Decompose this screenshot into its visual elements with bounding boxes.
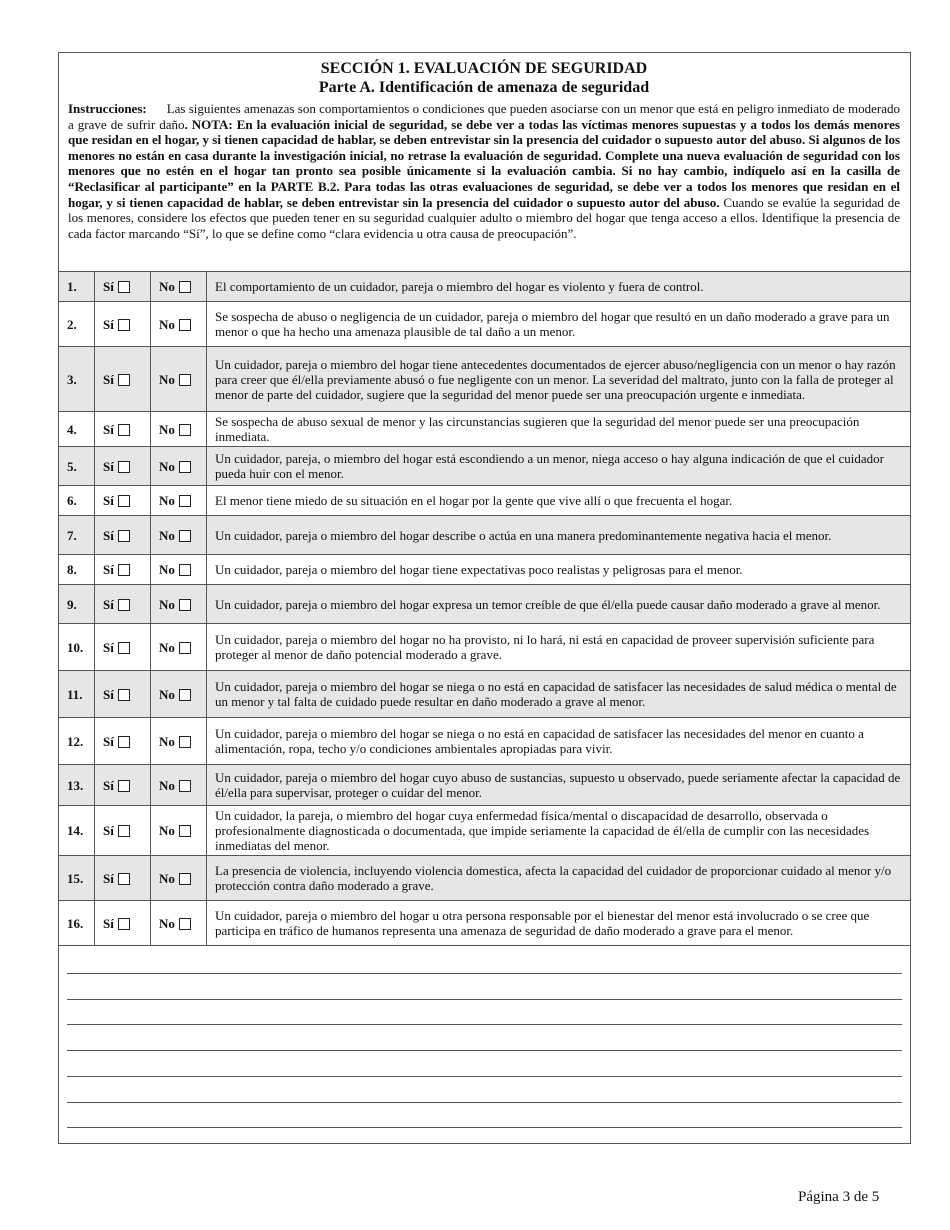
yes-label: Sí [103, 596, 114, 612]
yes-label: Sí [103, 686, 114, 702]
no-checkbox[interactable] [179, 825, 191, 837]
item-description: La presencia de violencia, incluyendo violencia domestica, afecta la capacidad del cuidador de proporcionar cuidado al menor y/o protección contra daño moderado a grave. [207, 856, 911, 901]
no-option [151, 624, 207, 671]
yes-checkbox[interactable] [118, 495, 130, 507]
threat-row [59, 806, 911, 856]
no-checkbox[interactable] [179, 918, 191, 930]
note-line[interactable] [67, 1127, 902, 1128]
yes-option [95, 412, 151, 447]
yes-option [95, 718, 151, 765]
no-label: No [159, 686, 175, 702]
no-option [151, 486, 207, 516]
threat-row [59, 516, 911, 555]
no-option [151, 516, 207, 555]
yes-option [95, 272, 151, 302]
no-checkbox[interactable] [179, 780, 191, 792]
note-line[interactable] [67, 999, 902, 1000]
threat-row [59, 412, 911, 447]
no-label: No [159, 421, 175, 437]
item-description: El comportamiento de un cuidador, pareja o miembro del hogar es violento y fuera de control. [207, 272, 911, 302]
no-label: No [159, 279, 175, 294]
no-label: No [159, 458, 175, 474]
yes-checkbox[interactable] [118, 642, 130, 654]
item-description: Se sospecha de abuso sexual de menor y las circunstancias sugieren que la seguridad del menor puede ser una preocupación inmediata. [207, 412, 911, 447]
no-label: No [159, 493, 175, 508]
yes-label: Sí [103, 870, 114, 886]
item-description: Se sospecha de abuso o negligencia de un cuidador, pareja o miembro del hogar que resultó en un daño moderado a grave para un menor o que ha hecho una amenaza plausible de tal daño a un menor. [207, 302, 911, 347]
no-option [151, 718, 207, 765]
item-number: 14. [59, 806, 95, 856]
item-number: 7. [59, 516, 95, 555]
note-line[interactable] [67, 973, 902, 974]
no-option [151, 671, 207, 718]
no-label: No [159, 371, 175, 387]
yes-label: Sí [103, 316, 114, 332]
notes-area[interactable] [59, 946, 910, 1146]
yes-checkbox[interactable] [118, 424, 130, 436]
no-option [151, 856, 207, 901]
yes-option [95, 302, 151, 347]
threat-row [59, 302, 911, 347]
item-number: 1. [59, 272, 95, 302]
no-option [151, 447, 207, 486]
threat-row [59, 765, 911, 806]
yes-label: Sí [103, 421, 114, 437]
yes-checkbox[interactable] [118, 599, 130, 611]
no-label: No [159, 562, 175, 577]
no-checkbox[interactable] [179, 642, 191, 654]
item-description: Un cuidador, pareja o miembro del hogar se niega o no está en capacidad de satisfacer las necesidades de salud médica o mental de un menor y tal falta de cuidado puede resultar en daño moderado a grave al menor. [207, 671, 911, 718]
threat-row [59, 901, 911, 946]
yes-label: Sí [103, 493, 114, 508]
yes-label: Sí [103, 915, 114, 931]
section-title: SECCIÓN 1. EVALUACIÓN DE SEGURIDAD [320, 60, 648, 77]
item-description: Un cuidador, pareja o miembro del hogar u otra persona responsable por el bienestar del menor está involucrado o se cree que participa en tráfico de humanos representa una amenaza de seguridad de daño moderado a grave para el menor. [207, 901, 911, 946]
threat-table [58, 271, 911, 946]
yes-option [95, 901, 151, 946]
yes-option [95, 555, 151, 585]
form-frame [58, 52, 911, 1144]
no-option [151, 412, 207, 447]
no-option [151, 765, 207, 806]
yes-checkbox[interactable] [118, 374, 130, 386]
no-checkbox[interactable] [179, 495, 191, 507]
item-description: Un cuidador, pareja o miembro del hogar no ha provisto, ni lo hará, ni está en capacidad de proveer supervisión suficiente para proteger al menor de daño potencial moderado a grave. [207, 624, 911, 671]
note-line[interactable] [67, 1024, 902, 1025]
no-checkbox[interactable] [179, 736, 191, 748]
note-line[interactable] [67, 1076, 902, 1077]
yes-label: Sí [103, 562, 114, 577]
item-number: 16. [59, 901, 95, 946]
item-description: Un cuidador, pareja o miembro del hogar cuyo abuso de sustancias, supuesto u observado, puede seriamente afectar la capacidad de él/ella para supervisar, proteger o cuidar del menor. [207, 765, 911, 806]
item-number: 11. [59, 671, 95, 718]
part-title: Parte A. Identificación de amenaza de seguridad [318, 79, 650, 96]
no-checkbox[interactable] [179, 873, 191, 885]
yes-option [95, 347, 151, 412]
yes-label: Sí [103, 823, 114, 838]
threat-row [59, 447, 911, 486]
yes-label: Sí [103, 371, 114, 387]
item-description: Un cuidador, la pareja, o miembro del hogar cuya enfermedad física/mental o discapacidad de desarrollo, observada o profesionalmente diagnosticada o documentada, que impide seriamente la capacidad de él/ella de cumplir con las necesidades inmediatas del menor. [207, 806, 911, 856]
no-checkbox[interactable] [179, 689, 191, 701]
yes-option [95, 585, 151, 624]
yes-option [95, 671, 151, 718]
item-number: 9. [59, 585, 95, 624]
yes-checkbox[interactable] [118, 689, 130, 701]
yes-checkbox[interactable] [118, 780, 130, 792]
threat-row [59, 856, 911, 901]
no-checkbox[interactable] [179, 424, 191, 436]
item-number: 2. [59, 302, 95, 347]
item-description: Un cuidador, pareja, o miembro del hogar está escondiendo a un menor, niega acceso o hay alguna indicación de que el cuidador pueda huir con el menor. [207, 447, 911, 486]
no-label: No [159, 316, 175, 332]
no-label: No [159, 733, 175, 749]
yes-option [95, 486, 151, 516]
yes-label: Sí [103, 777, 114, 793]
instructions-note: . NOTA: En la evaluación inicial de seguridad, se debe ver a todas las víctimas menores supuestas y a todos los demás menores que residan en el hogar, y si tienen capacidad de hablar, se deben entrevistar sin la presencia del cuidador o supuesto autor del abuso. Si algunos de los menores no están en casa durante la investigación inicial, no retrase la evaluación de seguridad. Complete una nueva evaluación de seguridad con los menores que no estén en el hogar tan pronto sea posible únicamente si la evaluación cambia. Si no hay cambio, indíquelo así en la casilla de “Reclasificar al participante” en la PARTE B.2. Para todas las otras evaluaciones de seguridad, se debe ver a todos los menores que residan en el hogar, y si tienen capacidad de hablar, se deben entrevistar sin la presencia del cuidador o supuesto autor del abuso. [68, 116, 900, 210]
yes-checkbox[interactable] [118, 918, 130, 930]
yes-option [95, 806, 151, 856]
threat-row [59, 555, 911, 585]
instructions-label: Instrucciones: [68, 101, 147, 116]
no-checkbox[interactable] [179, 564, 191, 576]
no-label: No [159, 823, 175, 838]
no-option [151, 272, 207, 302]
instructions-text-2: Cuando se evalúe la seguridad de los menores, considere los efectos que pueden tener en su seguridad cualquier adulto o miembro del hogar que tenga acceso a ellos. Identifique la presencia de cada factor marcando “Sí”, lo que se define como “clara evidencia u otra causa de preocupación”. [68, 194, 900, 241]
yes-checkbox[interactable] [118, 736, 130, 748]
threat-row [59, 624, 911, 671]
no-checkbox[interactable] [179, 374, 191, 386]
yes-checkbox[interactable] [118, 530, 130, 542]
item-number: 12. [59, 718, 95, 765]
yes-checkbox[interactable] [118, 319, 130, 331]
item-number: 3. [59, 347, 95, 412]
item-number: 6. [59, 486, 95, 516]
yes-checkbox[interactable] [118, 281, 130, 293]
no-checkbox[interactable] [179, 599, 191, 611]
no-option [151, 901, 207, 946]
threat-row [59, 272, 911, 302]
page-number: Página 3 de 5 [798, 1189, 880, 1205]
yes-label: Sí [103, 639, 114, 655]
yes-label: Sí [103, 458, 114, 474]
yes-option [95, 516, 151, 555]
item-number: 8. [59, 555, 95, 585]
item-description: Un cuidador, pareja o miembro del hogar describe o actúa en una manera predominantemente negativa hacia el menor. [207, 516, 911, 555]
no-label: No [159, 777, 175, 793]
no-label: No [159, 870, 175, 886]
no-label: No [159, 915, 175, 931]
yes-label: Sí [103, 733, 114, 749]
no-checkbox[interactable] [179, 281, 191, 293]
instructions-text-1: Las siguientes amenazas son comportamientos o condiciones que pueden asociarse con un menor que está en peligro inmediato de moderado a grave de sufrir daño [68, 101, 900, 132]
item-description: Un cuidador, pareja o miembro del hogar expresa un temor creíble de que él/ella puede causar daño moderado a grave al menor. [207, 585, 911, 624]
form-header [59, 53, 910, 271]
yes-checkbox[interactable] [118, 461, 130, 473]
yes-option [95, 856, 151, 901]
item-number: 15. [59, 856, 95, 901]
item-description: Un cuidador, pareja o miembro del hogar se niega o no está en capacidad de satisfacer las necesidades del menor en cuanto a alimentación, ropa, techo y/o condiciones ambientales apropiadas para vivir. [207, 718, 911, 765]
no-option [151, 347, 207, 412]
yes-option [95, 624, 151, 671]
yes-label: Sí [103, 279, 114, 294]
no-option [151, 585, 207, 624]
yes-label: Sí [103, 527, 114, 543]
threat-row [59, 585, 911, 624]
item-number: 10. [59, 624, 95, 671]
no-checkbox[interactable] [179, 319, 191, 331]
yes-checkbox[interactable] [118, 873, 130, 885]
item-description: Un cuidador, pareja o miembro del hogar tiene expectativas poco realistas y peligrosas para el menor. [207, 555, 911, 585]
item-number: 13. [59, 765, 95, 806]
threat-row [59, 347, 911, 412]
no-option [151, 555, 207, 585]
threat-row [59, 486, 911, 516]
instructions [68, 101, 900, 241]
threat-row [59, 671, 911, 718]
yes-option [95, 765, 151, 806]
yes-checkbox[interactable] [118, 825, 130, 837]
no-option [151, 806, 207, 856]
no-label: No [159, 527, 175, 543]
threat-row [59, 718, 911, 765]
no-option [151, 302, 207, 347]
no-checkbox[interactable] [179, 461, 191, 473]
no-label: No [159, 639, 175, 655]
item-number: 4. [59, 412, 95, 447]
no-label: No [159, 596, 175, 612]
note-line[interactable] [67, 1102, 902, 1103]
no-checkbox[interactable] [179, 530, 191, 542]
yes-checkbox[interactable] [118, 564, 130, 576]
item-description: El menor tiene miedo de su situación en el hogar por la gente que vive allí o que frecuenta el hogar. [207, 486, 911, 516]
item-description: Un cuidador, pareja o miembro del hogar tiene antecedentes documentados de ejercer abuso/negligencia con un menor o hay razón para creer que él/ella previamente abusó o fue negligente con un menor. La severidad del maltrato, junto con la falla de proteger al menor de parte del cuidador, sugiere que la seguridad del menor puede ser una preocupación urgente e inmediata. [207, 347, 911, 412]
note-line[interactable] [67, 1050, 902, 1051]
yes-option [95, 447, 151, 486]
item-number: 5. [59, 447, 95, 486]
